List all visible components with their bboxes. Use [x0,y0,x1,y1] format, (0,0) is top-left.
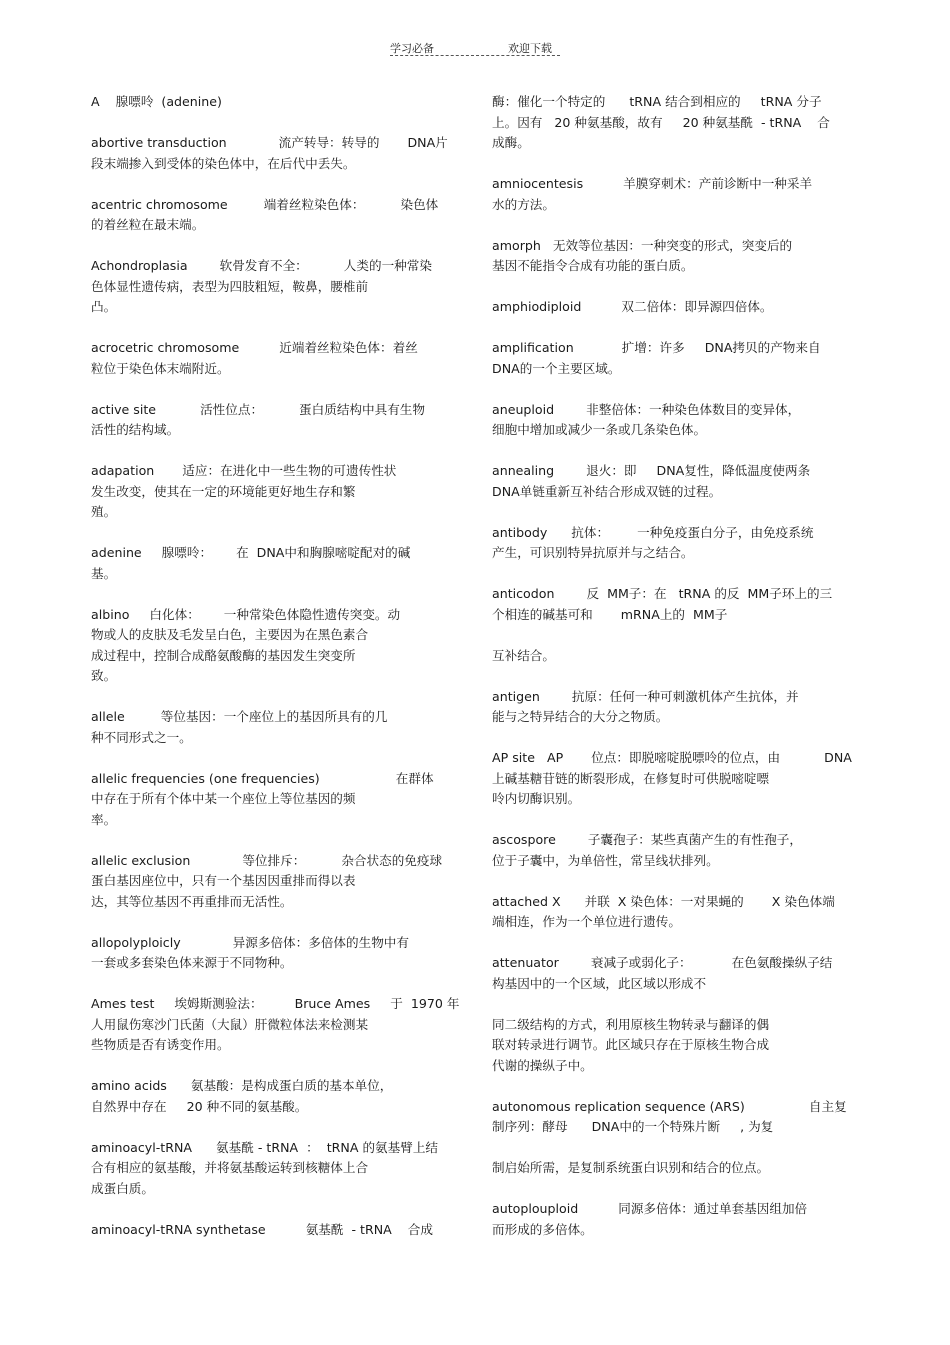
glossary-entry [492,92,862,154]
entry-line: A 腺嘌呤 (adenine) [91,94,222,109]
entry-line: 位于子囊中，为单倍性，常呈线状排列。 [492,852,719,868]
glossary-entry [91,707,456,748]
glossary-entry [91,338,456,379]
entry-line: 基。 [91,565,117,581]
entry-line: 产生，可识别特异抗原并与之结合。 [492,545,694,560]
entry-line: 成酶。 [492,135,530,150]
entry-line: active site 活性位点： 蛋白质结构中具有生物 [91,401,425,417]
glossary-entry [492,1097,862,1179]
glossary-entry [492,584,862,666]
header-divider [390,55,560,56]
entry-line: 致。 [91,668,117,683]
entry-line: amniocentesis 羊膜穿刺术：产前诊断中一种采羊 [492,176,813,191]
glossary-entry [492,174,862,215]
entry-line: Achondroplasia 软骨发育不全： 人类的一种常染 [91,258,432,273]
entry-line: allele 等位基因：一个座位上的基因所具有的几 [91,709,388,724]
entry-line: autoplouploid 同源多倍体：通过单套基因组加倍 [492,1201,808,1216]
glossary-entry [492,297,862,318]
glossary-entry [492,748,862,810]
entry-line: attenuator 衰减子或弱化子： 在色氨酸操纵子结 [492,955,833,970]
entry-line: 人用鼠伤寒沙门氏菌（大鼠）肝微粒体法来检测某 [91,1016,369,1032]
entry-line: DNA单链重新互补结合形成双链的过程。 [492,483,722,499]
glossary-entry [91,195,456,236]
entry-line: 制启始所需，是复制系统蛋白识别和结合的位点。 [492,1160,770,1175]
entry-line: aminoacyl-tRNA 氨基酰 - tRNA ： tRNA 的氨基臂上结 [91,1139,439,1155]
entry-line: autonomous replication sequence (ARS) 自主复 [492,1098,847,1114]
entry-line: 些物质是否有诱变作用。 [91,1037,230,1052]
entry-line: 蛋白基因座位中，只有一个基因因重排而得以表 [91,873,356,888]
entry-line: 上碱基糖苷链的断裂形成，在修复时可供脱嘧啶嘌 [492,770,770,786]
glossary-entry [91,769,456,831]
glossary-entry [91,1138,456,1200]
entry-line: 段末端掺入到受体的染色体中，在后代中丢失。 [91,155,356,171]
glossary-entry [91,461,456,523]
entry-line: 同二级结构的方式，利用原核生物转录与翻译的偶 [492,1016,770,1032]
entry-line: 达，其等位基因不再重排而无活性。 [91,893,293,909]
entry-line: allelic exclusion 等位排斥： 杂合状态的免疫球 [91,852,443,868]
entry-line: 端相连，作为一个单位进行遗传。 [492,914,681,929]
entry-line: aminoacyl-tRNA synthetase 氨基酰 - tRNA 合成 [91,1221,433,1237]
glossary-entry [91,133,456,174]
entry-line: 自然界中存在 20 种不同的氨基酸。 [91,1098,308,1114]
entry-line: 中存在于所有个体中某一个座位上等位基因的频 [91,791,356,806]
glossary-entry [492,687,862,728]
entry-line: attached X 并联 X 染色体：一对果蝇的 X 染色体端 [492,893,835,909]
entry-line: 的着丝粒在最末端。 [91,217,205,232]
glossary-entry [91,1220,456,1241]
entry-line: antigen 抗原：任何一种可刺激机体产生抗体，并 [492,688,799,704]
entry-line: 能与之特异结合的大分之物质。 [492,709,669,724]
entry-line: 成蛋白质。 [91,1180,154,1196]
left-column [91,92,460,1261]
glossary-entry [91,994,460,1056]
entry-line: 率。 [91,811,117,827]
entry-line: 合有相应的氨基酸，并将氨基酸运转到核糖体上合 [91,1160,369,1175]
entry-line: albino 白化体： 一种常染色体隐性遗传突变。动 [91,606,401,622]
entry-line: antibody 抗体： 一种免疫蛋白分子，由免疫系统 [492,524,814,540]
glossary-entry [91,933,456,974]
entry-line: 粒位于染色体末端附近。 [91,360,230,376]
entry-line: amplification 扩增：许多 DNA拷贝的产物来自 [492,340,821,355]
entry-line: acrocetric chromosome 近端着丝粒染色体：着丝 [91,340,418,355]
entry-line: amorph 无效等位基因：一种突变的形式，突变后的 [492,237,793,253]
glossary-entry [492,523,862,564]
entry-line: 殖。 [91,504,117,519]
glossary-entry [492,830,862,871]
entry-line [492,994,862,1015]
glossary-entry [492,338,862,379]
entry-line: 而形成的多倍体。 [492,1221,593,1237]
entry-line: allopolyploicly 异源多倍体：多倍体的生物中有 [91,934,409,950]
glossary-entry [91,605,456,687]
glossary-entry [492,236,862,277]
entry-line: adapation 适应：在进化中一些生物的可遗传性状 [91,463,397,478]
entry-line: adenine 腺嘌呤： 在 DNA中和胸腺嘧啶配对的碱 [91,545,411,560]
entry-line: 制序列：酵母 DNA中的一个特殊片断 , 为复 [492,1119,774,1134]
entry-line: Ames test 埃姆斯测验法： Bruce Ames 于 1970 年 [91,996,460,1011]
entry-line [492,1138,862,1159]
entry-line: anticodon 反 MM子：在 tRNA 的反 MM子环上的三 [492,586,833,601]
entry-line: allelic frequencies (one frequencies) 在群体 [91,770,434,786]
entry-line: 活性的结构域。 [91,422,180,437]
entry-line: 上。因有 20 种氨基酸，故有 20 种氨基酰 - tRNA 合 [492,114,830,130]
entry-line: 凸。 [91,299,117,314]
glossary-entry [91,400,456,441]
entry-line: 色体显性遗传病，表型为四肢粗短，鞍鼻，腰椎前 [91,278,369,294]
entry-line: 酶：催化一个特定的 tRNA 结合到相应的 tRNA 分子 [492,94,822,109]
glossary-entry [492,400,862,441]
entry-line: 种不同形式之一。 [91,729,192,745]
entry-line: 个相连的碱基可和 mRNA上的 MM子 [492,606,728,622]
entry-line: 呤内切酶识别。 [492,791,581,806]
entry-line: 物或人的皮肤及毛发呈白色，主要因为在黑色素合 [91,627,369,642]
entry-line: 互补结合。 [492,647,555,663]
glossary-entry [91,543,456,584]
glossary-entry [492,953,862,1076]
header-left-text: 学习必备 [390,42,434,55]
entry-line: AP site AP 位点：即脱嘧啶脱嘌呤的位点，由 DNA [492,750,852,765]
entry-line: 水的方法。 [492,196,555,212]
entry-line: acentric chromosome 端着丝粒染色体： 染色体 [91,196,439,212]
glossary-entry [492,892,862,933]
entry-line: 代谢的操纵子中。 [492,1057,593,1073]
entry-line: 联对转录进行调节。此区域只存在于原核生物合成 [492,1037,770,1052]
glossary-entry [91,256,456,318]
entry-line: 一套或多套染色体来源于不同物种。 [91,955,293,970]
entry-line: ascospore 子囊孢子：某些真菌产生的有性孢子， [492,832,802,847]
entry-line: 构基因中的一个区域，此区域以形成不 [492,975,707,991]
entry-line: 发生改变，使其在一定的环境能更好地生存和繁 [91,483,356,499]
entry-line: 成过程中，控制合成酪氨酸酶的基因发生突变所 [91,647,356,663]
glossary-entry [91,92,456,113]
entry-line: abortive transduction 流产转导：转导的 DNA片 [91,135,448,150]
glossary-entry [492,1199,862,1240]
glossary-entry [91,1076,456,1117]
right-column [492,92,862,1261]
entry-line: annealing 退火：即 DNA复性，降低温度使两条 [492,463,811,478]
header-right-text: 欢迎下载 [508,42,552,55]
entry-line: amino acids 氨基酸：是构成蛋白质的基本单位， [91,1078,393,1093]
entry-line [492,625,862,646]
entry-line: 基因不能指令合成有功能的蛋白质。 [492,258,694,273]
glossary-entry [492,461,862,502]
glossary-entry [91,851,456,913]
entry-line: DNA的一个主要区域。 [492,360,621,376]
entry-line: amphiodiploid 双二倍体：即异源四倍体。 [492,299,773,314]
entry-line: aneuploid 非整倍体：一种染色体数目的变异体， [492,401,801,417]
entry-line: 细胞中增加或减少一条或几条染色体。 [492,422,707,437]
